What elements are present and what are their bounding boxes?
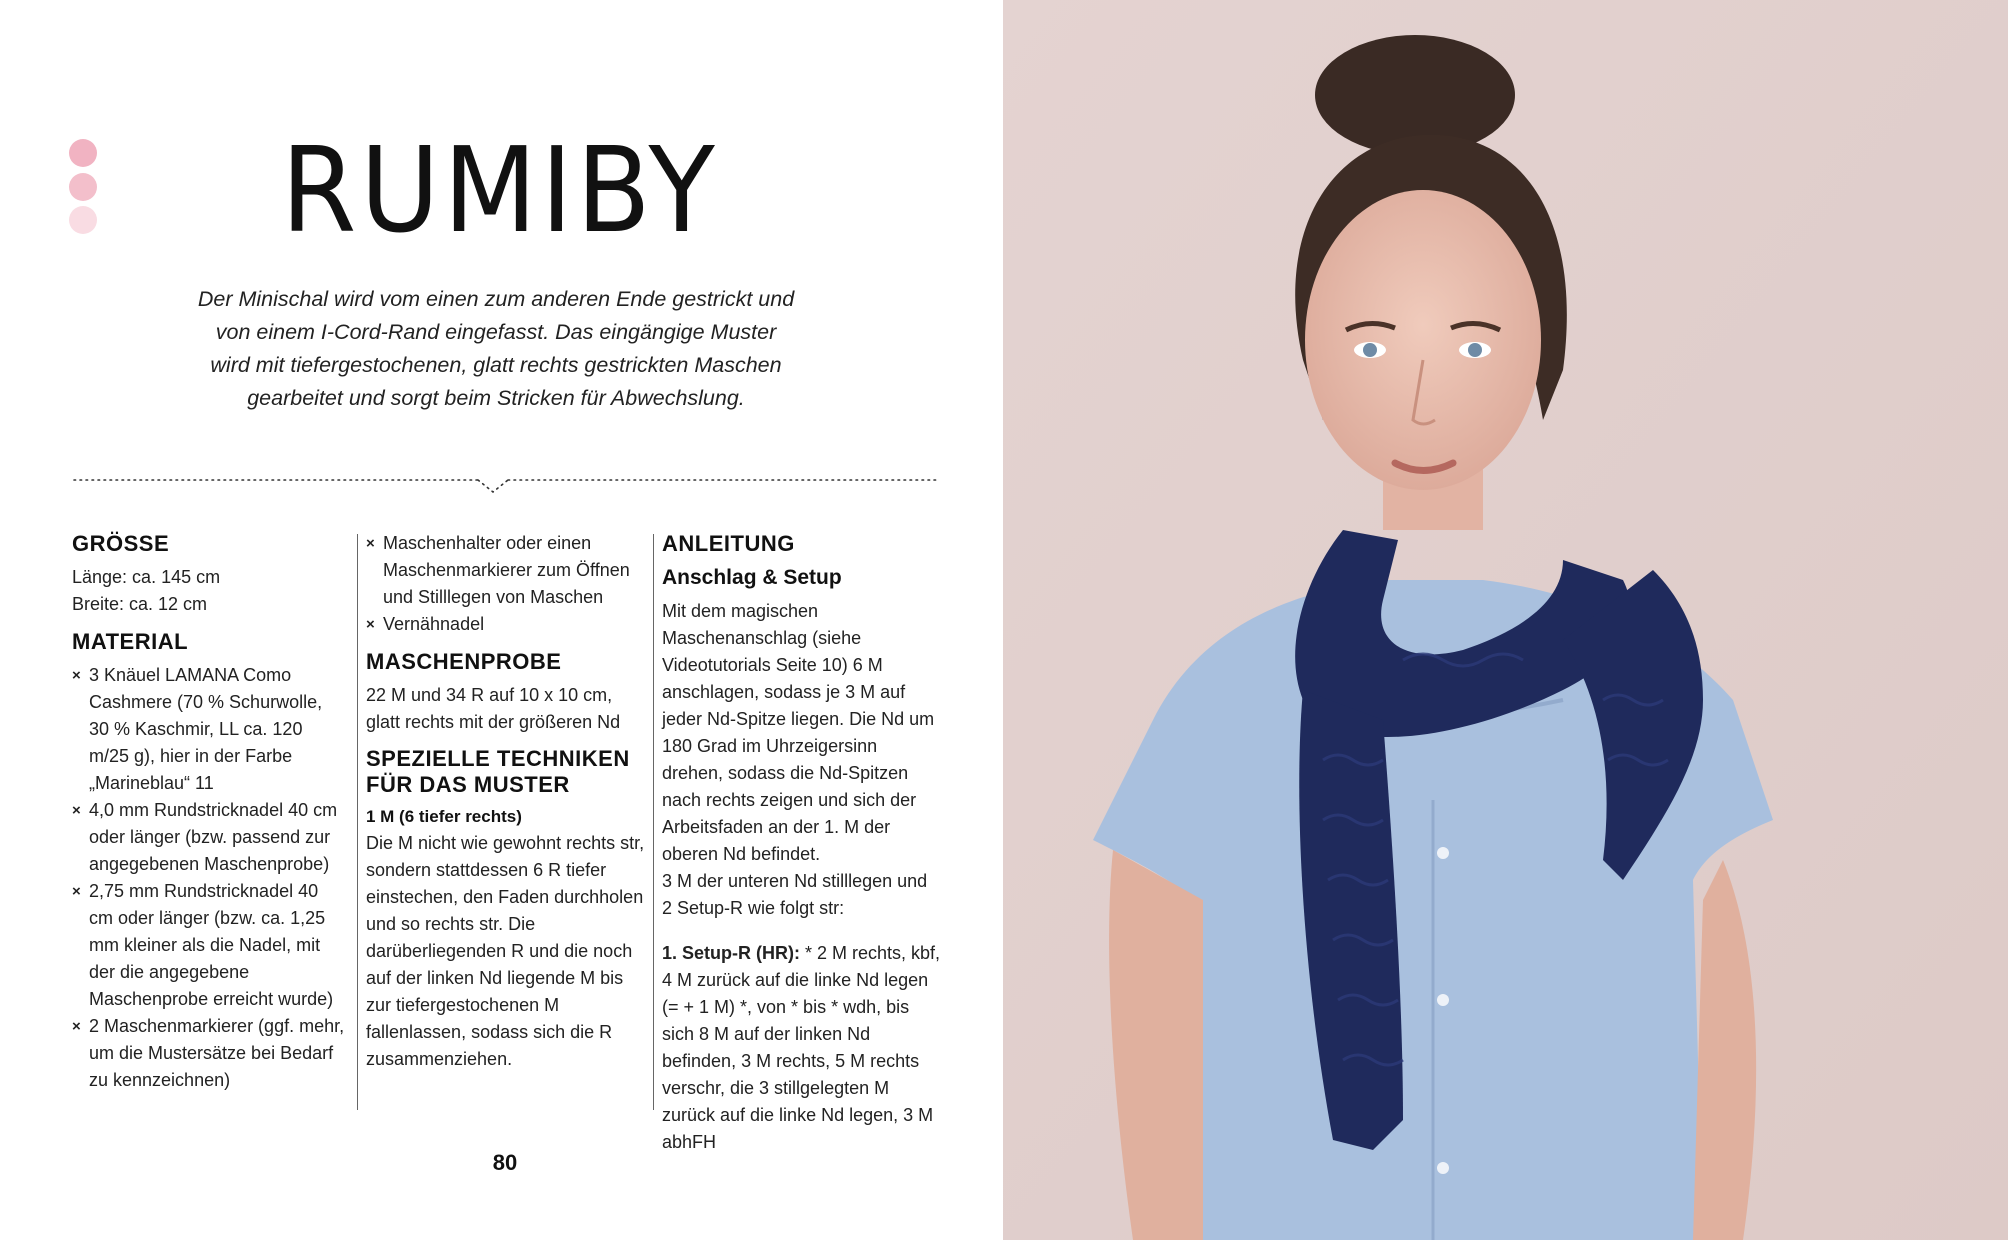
left-page [0,0,1003,1240]
techniques-heading-line: FÜR DAS MUSTER [366,772,570,797]
material-item: × Vernähnadel [366,611,651,638]
material-heading: MATERIAL [72,629,189,654]
model-wearing-scarf-illustration [1003,0,2008,1240]
length-value: Länge: ca. 145 cm [72,567,221,587]
column-gauge-techniques [366,530,651,1073]
dotted-divider [72,468,938,494]
techniques-heading [366,746,651,798]
cast-on-text: Mit dem magischen Maschenanschlag (siehe Videotutorials Seite 10) 6 M anschlagen, sodass je 3 M auf jeder Nd-Spitze liegen. Die Nd um 180 Grad im Uhrzeigersinn drehen, sodass die Nd-Spitzen nach rechts zeigen und sich der Arbeitsfaden an der 1. M der oberen Nd befindet. [662,601,935,864]
pattern-title: RUMIBY [281,121,719,259]
material-item: × Maschenhalter oder einen Maschenmarkierer zum Öffnen und Stilllegen von Maschen [366,530,651,611]
intro-line: Der Minischal wird vom einen zum anderen Ende gestrickt und [197,287,795,311]
setup-row-1 [662,940,942,1156]
column-size-material [72,530,347,1094]
page-number: 80 [492,1150,518,1175]
setup-row-label: 1. Setup-R (HR): [662,943,800,963]
size-heading: GRÖSSE [72,531,170,556]
technique-subheading: 1 M (6 tiefer rechts) [366,807,522,826]
model-photo [1003,0,2008,1240]
material-list-continued [366,530,651,638]
techniques-heading-line: SPEZIELLE TECHNIKEN [366,746,630,771]
setup-subheading: Anschlag & Setup [662,566,842,589]
gauge-text: 22 M und 34 R auf 10 x 10 cm, glatt rechts mit der größeren Nd [366,685,621,732]
intro-line: gearbeitet und sorgt beim Stricken für Abwechslung. [247,386,745,410]
instructions-heading: ANLEITUNG [662,531,795,556]
technique-text: Die M nicht wie gewohnt rechts str, sondern stattdessen 6 R tiefer einstechen, den Faden durchholen und so rechts str. Die darüberliegenden R und die noch auf der linken Nd liegende M bis zur tiefergestochenen M fallenlassen, sodass sich die R zusammenziehen. [366,833,645,1069]
material-item: × 4,0 mm Rundstricknadel 40 cm oder länger (bzw. passend zur angegebenen Maschenprobe) [72,797,347,878]
intro-text [180,283,812,415]
column-rule [357,534,358,1110]
column-rule [653,534,654,1110]
intro-line: wird mit tiefergestochenen, glatt rechts gestrickten Maschen [210,353,782,377]
material-list [72,662,347,1094]
intro-line: von einem I-Cord-Rand eingefasst. Das eingängige Muster [215,320,777,344]
width-value: Breite: ca. 12 cm [72,594,208,614]
gauge-heading: MASCHENPROBE [366,649,562,674]
setup-row-text: * 2 M rechts, kbf, 4 M zurück auf die linke Nd legen (= + 1 M) *, von * bis * wdh, bis sich 8 M auf der linken Nd befinden, 3 M rechts, 5 M rechts verschr, die 3 stillgelegten M zurück auf die linke Nd legen, 3 M abhFH [662,943,941,1152]
material-item: × 2 Maschenmarkierer (ggf. mehr, um die Mustersätze bei Bedarf zu kennzeichnen) [72,1013,347,1094]
setup-intro-text: 3 M der unteren Nd stilllegen und 2 Setup-R wie folgt str: [662,871,928,918]
material-item: × 3 Knäuel LAMANA Como Cashmere (70 % Schurwolle, 30 % Kaschmir, LL ca. 120 m/25 g), hier in der Farbe „Marineblau“ 11 [72,662,347,797]
material-item: × 2,75 mm Rundstricknadel 40 cm oder länger (bzw. ca. 1,25 mm kleiner als die Nadel, mit der die angegebene Maschenprobe erreicht wurde) [72,878,347,1013]
column-instructions [662,530,942,1156]
